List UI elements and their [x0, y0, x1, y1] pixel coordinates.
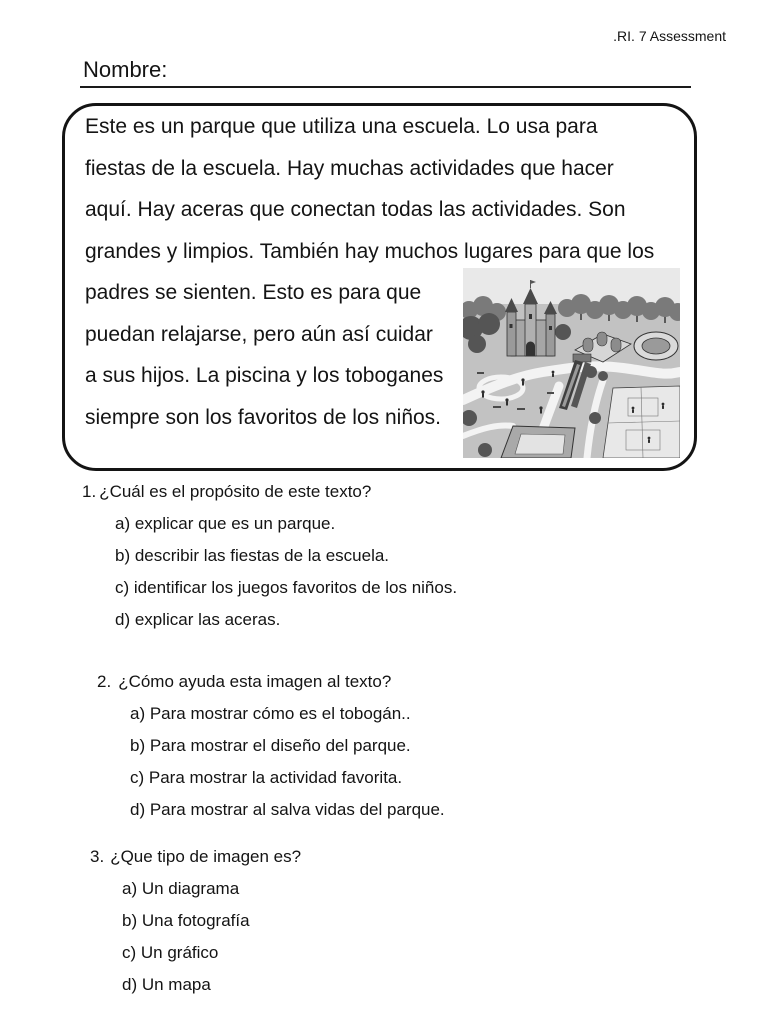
passage-line: grandes y limpios. También hay muchos lugares para que los [85, 239, 655, 263]
sports-court [603, 386, 680, 458]
passage-line: a sus hijos. La piscina y los toboganes [85, 364, 444, 387]
passage-line: padres se sienten. Esto es para que [85, 281, 422, 304]
question-3-options [122, 873, 250, 1001]
question-2-options [130, 698, 445, 826]
answer-option: c) identificar los juegos favoritos de los niños. [115, 578, 458, 597]
question-2 [97, 666, 391, 698]
answer-option: d) Para mostrar al salva vidas del parque. [130, 800, 445, 819]
answer-option: b) Una fotografía [122, 911, 250, 930]
answer-option: a) explicar que es un parque. [115, 514, 336, 533]
answer-option: d) explicar las aceras. [115, 610, 281, 629]
name-underline [80, 86, 691, 88]
answer-option: c) Un gráfico [122, 943, 219, 962]
answer-option: a) Para mostrar cómo es el tobogán.. [130, 704, 411, 723]
passage-line: puedan relajarse, pero aún así cuidar [85, 322, 433, 346]
passage-line: fiestas de la escuela. Hay muchas actividades que hacer [85, 156, 614, 180]
sky [463, 268, 680, 304]
assessment-label: .RI. 7 Assessment [613, 28, 726, 44]
answer-option: d) Un mapa [122, 975, 211, 994]
passage-line: Este es un parque que utiliza una escuela. Lo usa para [85, 115, 598, 138]
park-illustration [463, 268, 680, 458]
pool [501, 426, 575, 458]
passage-line: aquí. Hay aceras que conectan todas las actividades. Son [85, 198, 626, 221]
answer-option: b) describir las fiestas de la escuela. [115, 546, 390, 565]
question-number: 1. [82, 482, 97, 501]
name-label: Nombre: [83, 57, 168, 82]
playground-ring [634, 332, 678, 360]
question-3 [90, 841, 301, 873]
answer-option: c) Para mostrar la actividad favorita. [130, 768, 403, 787]
question-prompt: ¿Cómo ayuda esta imagen al texto? [118, 672, 392, 691]
passage-line: siempre son los favoritos de los niños. [85, 405, 442, 429]
question-number: 3. [90, 847, 105, 866]
question-prompt: ¿Cuál es el propósito de este texto? [99, 482, 372, 501]
question-1-options [115, 508, 457, 636]
answer-option: b) Para mostrar el diseño del parque. [130, 736, 411, 755]
question-prompt: ¿Que tipo de imagen es? [110, 847, 302, 866]
question-number: 2. [97, 672, 112, 691]
answer-option: a) Un diagrama [122, 879, 240, 898]
question-1 [82, 476, 371, 508]
